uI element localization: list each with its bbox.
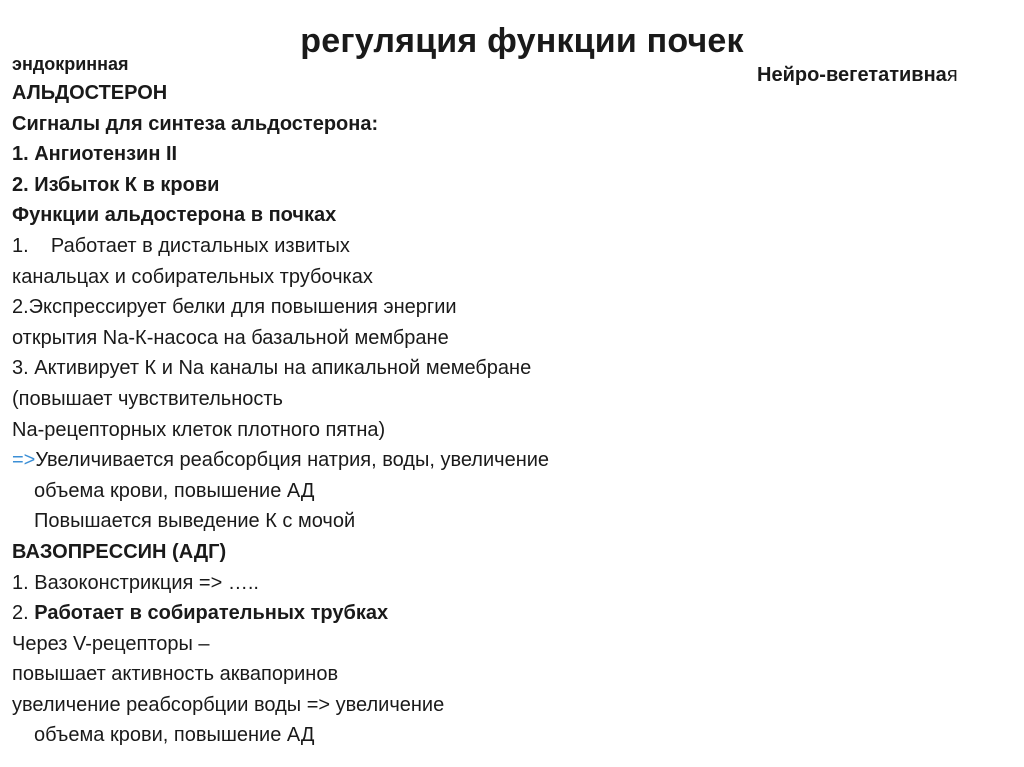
vasopressin-item-2 bbox=[12, 598, 692, 629]
neuro-vegetative-label-tail: я bbox=[946, 64, 958, 86]
function-item-3-line-1: 3. Активирует К и Na каналы на апикальной мемебране bbox=[12, 357, 532, 380]
function-item-1-line-1: 1. Работает в дистальных извитых bbox=[12, 234, 350, 257]
signal-item-2: 2. Избыток К в крови bbox=[12, 173, 220, 196]
function-item-1-line-2: канальцах и собирательных трубочках bbox=[12, 265, 373, 288]
vasopressin-item-1: 1. Вазоконстрикция => ….. bbox=[12, 571, 259, 594]
function-item-2-line-2: открытия Na-К-насоса на базальной мембране bbox=[12, 326, 449, 349]
vasopressin-item-2-number: 2. bbox=[12, 602, 35, 625]
endocrine-label: эндокринная bbox=[12, 54, 129, 74]
vasopressin-item-2-text: Работает в собирательных трубках bbox=[34, 602, 389, 625]
neuro-vegetative-label-main: Нейро-вегетативна bbox=[757, 64, 947, 86]
vasopressin-heading: ВАЗОПРЕССИН (АДГ) bbox=[12, 540, 227, 563]
result-line-2: объема крови, повышение АД bbox=[34, 479, 315, 502]
vasopressin-line-2: повышает активность аквапоринов bbox=[12, 663, 339, 686]
function-item-2-line-1: 2.Экспрессирует белки для повышения энергии bbox=[12, 296, 457, 319]
result-line-1-text: Увеличивается реабсорбция натрия, воды, увеличение bbox=[35, 449, 550, 472]
result-line-3: Повышается выведение К с мочой bbox=[34, 510, 356, 533]
function-item-3-line-2: (повышает чувствительность bbox=[12, 387, 283, 410]
arrow-symbol: => bbox=[12, 449, 36, 472]
aldosterone-signals-heading: Сигналы для синтеза альдостерона: bbox=[12, 112, 379, 135]
vasopressin-line-1: Через V-рецепторы – bbox=[12, 632, 210, 655]
aldosterone-heading: АЛЬДОСТЕРОН bbox=[12, 82, 168, 104]
vasopressin-line-4: объема крови, повышение АД bbox=[34, 724, 315, 747]
result-line-1 bbox=[12, 445, 692, 476]
neuro-vegetative-label bbox=[757, 64, 958, 87]
vasopressin-line-3: увеличение реабсорбции воды => увеличение bbox=[12, 693, 445, 716]
slide-body bbox=[12, 50, 692, 751]
signal-item-1: 1. Ангиотензин II bbox=[12, 143, 178, 166]
function-item-3-line-3: Na-рецепторных клеток плотного пятна) bbox=[12, 418, 386, 441]
aldosterone-functions-heading: Функции альдостерона в почках bbox=[12, 204, 337, 227]
slide-title-text: регуляция функции почек bbox=[300, 22, 744, 60]
